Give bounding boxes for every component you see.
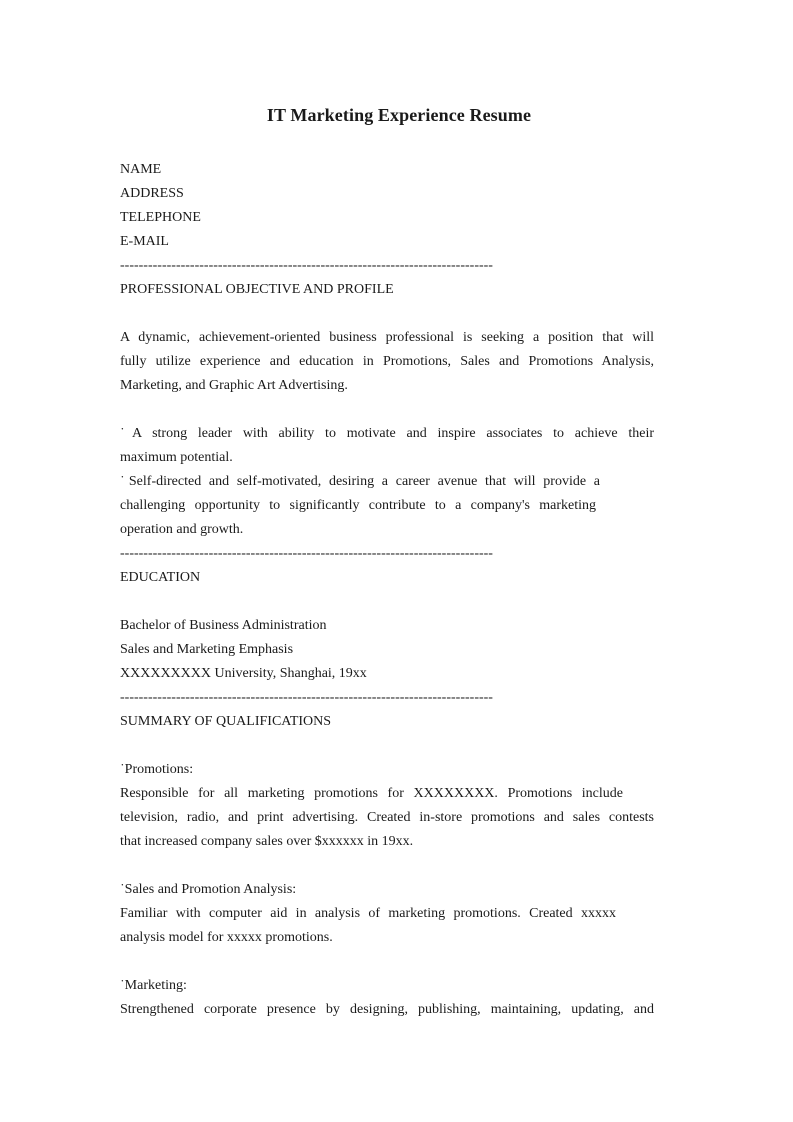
- spacer: [120, 950, 654, 974]
- document-title: IT Marketing Experience Resume: [266, 105, 532, 125]
- contact-telephone: TELEPHONE: [120, 210, 201, 225]
- education-line: Sales and Marketing Emphasis: [120, 642, 294, 657]
- qualifications-heading: SUMMARY OF QUALIFICATIONS: [120, 714, 332, 729]
- resume-body: [120, 158, 654, 1022]
- qualification-line: analysis model for xxxxx promotions.: [120, 930, 333, 945]
- objective-heading: PROFESSIONAL OBJECTIVE AND PROFILE: [120, 282, 394, 297]
- objective-line: A dynamic, achievement-oriented business professional is seeking a position that will: [120, 330, 654, 345]
- qualification-label: ˙Sales and Promotion Analysis:: [120, 882, 297, 897]
- objective-bullet-line: ˙Self-directed and self-motivated, desiring a career avenue that will provide a: [120, 474, 600, 489]
- section-divider: --------------------------------------------------------------------------------: [120, 546, 493, 561]
- qualification-line: Responsible for all marketing promotions for XXXXXXXX. Promotions include: [120, 786, 623, 801]
- qualification-line: that increased company sales over $xxxxxx in 19xx.: [120, 834, 414, 849]
- spacer: [120, 302, 654, 326]
- section-divider: --------------------------------------------------------------------------------: [120, 258, 493, 273]
- contact-address: ADDRESS: [120, 186, 184, 201]
- qualification-line: Strengthened corporate presence by designing, publishing, maintaining, updating, and: [120, 1002, 654, 1017]
- objective-bullet-line: ˙A strong leader with ability to motivate and inspire associates to achieve their: [120, 426, 654, 441]
- qualification-line: television, radio, and print advertising. Created in-store promotions and sales contests: [120, 810, 654, 825]
- education-heading: EDUCATION: [120, 570, 201, 585]
- education-line: Bachelor of Business Administration: [120, 618, 327, 633]
- qualification-line: Familiar with computer aid in analysis of marketing promotions. Created xxxxx: [120, 906, 616, 921]
- qualification-label: ˙Promotions:: [120, 762, 194, 777]
- spacer: [120, 734, 654, 758]
- objective-bullet-line: maximum potential.: [120, 450, 233, 465]
- education-line: XXXXXXXXX University, Shanghai, 19xx: [120, 666, 367, 681]
- objective-bullet-line: challenging opportunity to significantly contribute to a company's marketing: [120, 498, 596, 513]
- section-divider: --------------------------------------------------------------------------------: [120, 690, 493, 705]
- spacer: [120, 398, 654, 422]
- contact-name: NAME: [120, 162, 162, 177]
- spacer: [120, 854, 654, 878]
- spacer: [120, 590, 654, 614]
- objective-line: fully utilize experience and education in Promotions, Sales and Promotions Analysis,: [120, 354, 654, 369]
- qualification-label: ˙Marketing:: [120, 978, 187, 993]
- objective-line: Marketing, and Graphic Art Advertising.: [120, 378, 348, 393]
- objective-bullet-line: operation and growth.: [120, 522, 244, 537]
- contact-email: E-MAIL: [120, 234, 169, 249]
